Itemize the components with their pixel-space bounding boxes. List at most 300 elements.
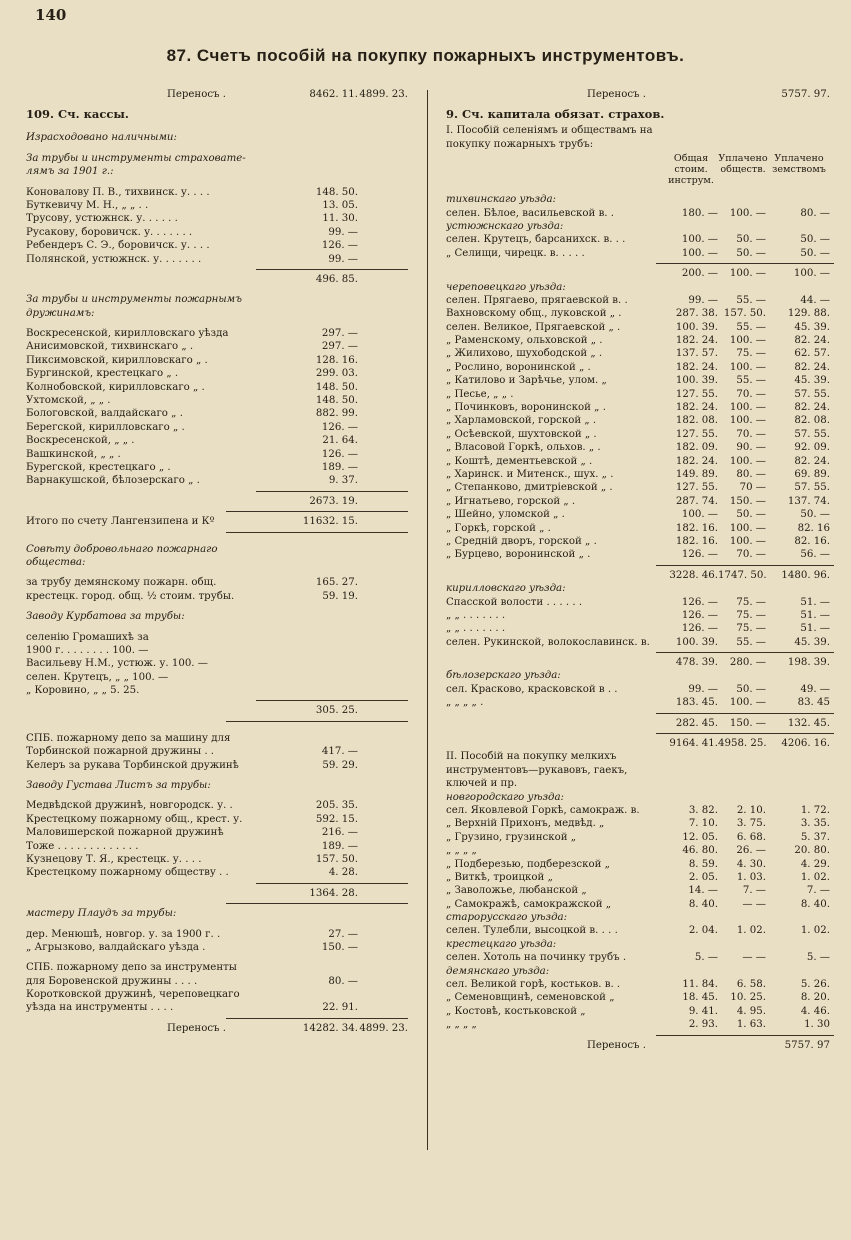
row-label: селен. Хотоль на починку трубъ . [446, 952, 627, 964]
amount-v3: 5. 37. [800, 831, 830, 843]
amount-v2: 157. 50. [723, 308, 766, 320]
ledger-row [26, 657, 408, 670]
amount-v1: 5. — [694, 952, 718, 964]
amount-v1: 100. — [681, 247, 718, 259]
amount-v1: 182. 09. [675, 442, 718, 454]
ledger-row [26, 273, 408, 286]
amount-v2: 75. — [736, 609, 766, 621]
row-label: „ Бурцево, воронинской „ . [446, 549, 591, 561]
ledger-row [446, 777, 834, 790]
amount-v1: 100. — [681, 509, 718, 521]
amount-v2: 80. — [736, 468, 766, 480]
amount-v1: 127. 55. [675, 388, 718, 400]
amount-v2: 50. — [736, 509, 766, 521]
ledger-row [26, 866, 408, 879]
amount-v2: 100. — [729, 697, 766, 709]
row-label: „ Селищи, чирецк. в. . . . . [446, 247, 585, 259]
amount-v1: 11. 30. [322, 213, 358, 225]
amount-v1: 126. — [321, 240, 358, 252]
ledger-row [446, 124, 834, 137]
amount-v2: 55. — [736, 294, 766, 306]
amount-v3: 4206. 16. [781, 738, 830, 750]
section-label [26, 131, 408, 144]
ledger-row [446, 696, 834, 709]
section-label [26, 779, 408, 792]
amount-v2: 100. — [729, 335, 766, 347]
amount-v1: 297. — [321, 328, 358, 340]
section-label [446, 220, 834, 233]
row-label: Маловишерской пожарной дружинѣ [26, 827, 224, 839]
amount-v3: 5757. 97. [781, 89, 830, 100]
rule-line [256, 269, 408, 270]
rule-line [256, 491, 408, 492]
row-label: „ Харламовской, горской „ . [446, 415, 597, 427]
ledger-row [446, 361, 834, 374]
amount-v1: 182. 24. [675, 361, 718, 373]
column-header: Уплачено обществ. [718, 153, 768, 176]
amount-v2: 70. — [736, 388, 766, 400]
row-label: За трубы и инструменты пожарнымъ [26, 294, 242, 306]
row-label: „ Катилово и Зарѣчье, улом. „ [446, 375, 607, 387]
amount-v1: 126. — [681, 609, 718, 621]
amount-v1: 189. — [321, 461, 358, 473]
row-label: „ Агрызково, валдайскаго уѣзда . [26, 941, 206, 953]
row-label: Бурегской, крестецкаго „ . [26, 461, 171, 473]
row-label: Крестецкому пожарному общ., крест. у. [26, 813, 243, 825]
amount-v1: 182. 16. [675, 535, 718, 547]
ledger-row [26, 732, 408, 745]
amount-v3: 69. 89. [794, 468, 830, 480]
row-label: Варнакушской, бѣлозерскаго „ . [26, 475, 200, 487]
ledger-row [26, 813, 408, 826]
row-label: Совѣту добровольнаго пожарнаго [26, 543, 218, 555]
ledger-row [446, 441, 834, 454]
amount-v1: 592. 15. [315, 813, 358, 825]
ledger-row [446, 871, 834, 884]
amount-v1: 21. 64. [322, 435, 358, 447]
amount-v3: 137. 74. [787, 495, 830, 507]
ledger-row [446, 334, 834, 347]
row-label: сел. Яковлевой Горкѣ, самокраж. в. [446, 804, 640, 816]
spacer [26, 320, 408, 327]
amount-v1: 9164. 41. [669, 738, 718, 750]
amount-v1: 126. — [321, 448, 358, 460]
amount-v3: 57. 55. [794, 482, 830, 494]
amount-v1: 126. — [681, 549, 718, 561]
ledger-row [446, 428, 834, 441]
amount-v3: 45. 39. [794, 636, 830, 648]
amount-v1: 99. — [688, 294, 718, 306]
carry-forward-row [446, 88, 834, 101]
ledger-row [26, 495, 408, 508]
row-label: 109. Сч. кассы. [26, 108, 129, 122]
amount-v2: 100. — [729, 268, 766, 280]
section-label [26, 165, 408, 178]
ledger-row [26, 239, 408, 252]
amount-v1: 165. 27. [315, 577, 358, 589]
ledger-row [26, 853, 408, 866]
amount-v1: 200. — [681, 268, 718, 280]
amount-v2: 55. — [736, 375, 766, 387]
ledger-row [446, 1005, 834, 1018]
spacer [26, 536, 408, 543]
ledger-row [26, 975, 408, 988]
amount-v3: 57. 55. [794, 388, 830, 400]
ledger-row [446, 737, 834, 750]
rule-line [226, 532, 408, 533]
row-label: уѣзда на инструменты . . . . [26, 1002, 174, 1014]
row-label: Коновалову П. В., тихвинск. у. . . . [26, 186, 210, 198]
section-label [26, 907, 408, 920]
amount-v1: 2. 04. [688, 925, 718, 937]
ledger-row [26, 799, 408, 812]
ledger-row [26, 759, 408, 772]
page-title: 87. Счетъ пособій на покупку пожарныхъ инструментовъ. [166, 46, 685, 65]
amount-v2: 100. — [729, 535, 766, 547]
ledger-row [446, 207, 834, 220]
ledger-row [446, 347, 834, 360]
amount-v3: 4. 46. [800, 1005, 830, 1017]
amount-v1: 189. — [321, 840, 358, 852]
ledger-row [26, 381, 408, 394]
ledger-row [446, 817, 834, 830]
ledger-row [26, 745, 408, 758]
amount-v3: 82. 24. [794, 335, 830, 347]
amount-v1: 478. 39. [675, 657, 718, 669]
amount-v1: 99. — [328, 253, 358, 265]
ledger-row [26, 576, 408, 589]
amount-v1: 1364. 28. [309, 887, 358, 899]
row-label: „ Верхній Прихонъ, медвѣд. „ [446, 818, 605, 830]
row-label: 9. Сч. капитала обязат. страхов. [446, 108, 665, 122]
ledger-row [446, 991, 834, 1004]
row-label: „ Самокражѣ, самокражской „ [446, 898, 612, 910]
row-label: „ Власовой Горкѣ, ольхов. „ . [446, 442, 601, 454]
ledger-row [26, 644, 408, 657]
ledger-row [26, 434, 408, 447]
ledger-row [446, 294, 834, 307]
amount-v1: 8. 59. [688, 858, 718, 870]
amount-v1: 182. 08. [675, 415, 718, 427]
amount-v3: 100. — [793, 268, 830, 280]
ledger-row [26, 448, 408, 461]
amount-v1: 182. 24. [675, 335, 718, 347]
ledger-row [26, 671, 408, 684]
amount-v2: 50. — [736, 234, 766, 246]
row-label: мастеру Плаудъ за трубы: [26, 908, 177, 920]
amount-v1: 127. 55. [675, 482, 718, 494]
amount-v2: 10. 25. [730, 992, 766, 1004]
spacer [446, 101, 834, 108]
ledger-row [446, 951, 834, 964]
ledger-row [26, 474, 408, 487]
page-number: 140 [35, 6, 67, 24]
column-divider [427, 90, 428, 1150]
rule-line [256, 700, 408, 701]
amount-v2: 150. — [729, 717, 766, 729]
ledger-row [446, 307, 834, 320]
ledger-row [26, 226, 408, 239]
row-label: демянскаго уѣзда: [446, 965, 550, 977]
row-label: Анисимовской, тихвинскаго „ . [26, 341, 194, 353]
amount-v1: 205. 35. [315, 800, 358, 812]
section-label [26, 307, 408, 320]
ledger-row [26, 253, 408, 266]
row-label: Русакову, боровичск. у. . . . . . . [26, 226, 193, 238]
spacer [26, 921, 408, 928]
row-label: Воскресенской, „ „ . [26, 435, 135, 447]
row-label: Ребендеръ С. Э., боровичск. у. . . . [26, 240, 210, 252]
row-label: Келеръ за рукава Торбинской дружинѣ [26, 759, 239, 771]
amount-v3: 3. 35. [800, 818, 830, 830]
amount-v1: 8. 40. [688, 898, 718, 910]
row-label: кирилловскаго уѣзда: [446, 583, 566, 595]
amount-v2: 4958. 25. [718, 738, 767, 750]
rule-line [656, 565, 834, 566]
ledger-row [446, 481, 834, 494]
row-label: „ Виткѣ, троицкой „ [446, 871, 553, 883]
amount-v2: 4. 30. [736, 858, 766, 870]
section-label [446, 669, 834, 682]
ledger-row [446, 750, 834, 763]
row-label: „ Игнатьево, горской „ . [446, 495, 576, 507]
amount-v3: 82. 24. [794, 361, 830, 373]
amount-v1: 148. 50. [315, 186, 358, 198]
section-label [446, 938, 834, 951]
amount-v3: 82. 08. [794, 415, 830, 427]
row-label: инструментовъ—рукавовъ, гаекъ, [446, 764, 628, 776]
row-label: Берегской, кирилловскаго „ . [26, 421, 185, 433]
ledger-row [26, 590, 408, 603]
ledger-row [446, 414, 834, 427]
ledger-row [446, 844, 834, 857]
row-label: селен. Тулебли, высоцкой в. . . . [446, 925, 618, 937]
spacer [26, 569, 408, 576]
ledger-row [446, 569, 834, 582]
amount-v1: 127. 55. [675, 428, 718, 440]
amount-v1: 14282. 34. [302, 1022, 358, 1034]
ledger-row [446, 321, 834, 334]
row-label: дер. Менюшѣ, новгор. у. за 1900 г. . [26, 928, 221, 940]
amount-v3: 50. — [800, 247, 830, 259]
section-label [26, 610, 408, 623]
section-label [446, 965, 834, 978]
amount-v2: 70 — [739, 482, 766, 494]
amount-v1: 216. — [321, 827, 358, 839]
row-label: „ Костовѣ, костьковской „ [446, 1005, 586, 1017]
rule-line [656, 652, 834, 653]
ledger-row [446, 247, 834, 260]
ledger-row [26, 840, 408, 853]
ledger-row [446, 233, 834, 246]
amount-v3: 56. — [800, 549, 830, 561]
spacer [26, 101, 408, 108]
row-label: Кузнецову Т. Я., крестецк. у. . . . [26, 853, 202, 865]
row-label: старорусскаго уѣзда: [446, 912, 568, 924]
row-label: селен. Прягаево, прягаевской в. . [446, 294, 628, 306]
amount-v2: 100. — [729, 402, 766, 414]
amount-v3: 44. — [800, 294, 830, 306]
row-label: За трубы и инструменты страховате- [26, 152, 246, 164]
rule-line [226, 721, 408, 722]
amount-v1: 99. — [688, 683, 718, 695]
section-label [446, 791, 834, 804]
amount-v2: 4. 95. [736, 1005, 766, 1017]
column-header: Уплачено земствомъ [772, 153, 826, 176]
ledger-row [446, 609, 834, 622]
ledger-row [446, 495, 834, 508]
ledger-row [26, 887, 408, 900]
section-label [446, 582, 834, 595]
ledger-row [26, 199, 408, 212]
row-label: селен. Бѣлое, васильевской в. . [446, 207, 615, 219]
amount-v2: 100. — [729, 361, 766, 373]
amount-v2: 1. 03. [736, 871, 766, 883]
amount-v2: — — [742, 952, 766, 964]
row-label: Воскресенской, кирилловскаго уѣзда [26, 328, 229, 340]
row-label: 1900 г. . . . . . . . 100. — [26, 644, 149, 656]
amount-v1: 182. 24. [675, 455, 718, 467]
amount-v1: 126. — [681, 596, 718, 608]
amount-v3: 1480. 96. [781, 569, 830, 581]
amount-v1: 182. 24. [675, 402, 718, 414]
amount-v3: 132. 45. [787, 717, 830, 729]
spacer [26, 624, 408, 631]
amount-v1: 27. — [328, 928, 358, 940]
amount-v2: 2. 10. [736, 804, 766, 816]
amount-v1: 180. — [681, 207, 718, 219]
ledger-row [26, 394, 408, 407]
amount-v2: 70. — [736, 428, 766, 440]
amount-v1: 14. — [688, 885, 718, 897]
amount-v3: 5. 26. [800, 979, 830, 991]
amount-v1: 150. — [321, 941, 358, 953]
amount-v3: 80. — [800, 207, 830, 219]
amount-v3: 50. — [800, 509, 830, 521]
ledger-row [26, 354, 408, 367]
amount-v3: 62. 57. [794, 348, 830, 360]
amount-v2: 50. — [736, 247, 766, 259]
ledger-row [446, 622, 834, 635]
amount-v1: 148. 50. [315, 381, 358, 393]
row-label: СПБ. пожарному депо за инструменты [26, 962, 237, 974]
section-label [446, 281, 834, 294]
amount-v1: 80. — [328, 975, 358, 987]
amount-v1: 149. 89. [675, 468, 718, 480]
spacer [26, 124, 408, 131]
ledger-row [446, 884, 834, 897]
amount-v1: 59. 19. [322, 590, 358, 602]
amount-v2: 26. — [736, 845, 766, 857]
row-label: „ Коштѣ, дементьевской „ . [446, 455, 593, 467]
ledger-row [446, 978, 834, 991]
row-label: Заводу Курбатова за трубы: [26, 611, 185, 623]
ledger-row [446, 138, 834, 151]
amount-v3: 20. 80. [794, 845, 830, 857]
row-label: Переносъ . [586, 1039, 646, 1051]
row-label: селен. Рукинской, волокославинск. в. [446, 636, 650, 648]
rule-line [226, 1018, 408, 1019]
amount-v1: 2. 05. [688, 871, 718, 883]
amount-v2: 75. — [736, 596, 766, 608]
rule-line [656, 733, 834, 734]
ledger-row [446, 267, 834, 280]
row-label: сел. Великой горѣ, костьков. в. . [446, 979, 621, 991]
carry-forward-row [26, 88, 408, 101]
amount-v1: 9. 41. [688, 1005, 718, 1017]
row-label: дружинамъ: [26, 307, 95, 319]
amount-v2: 6. 58. [736, 979, 766, 991]
spacer [26, 286, 408, 293]
amount-v3: 1. 30 [804, 1019, 830, 1031]
row-label: крестецкаго уѣзда: [446, 938, 557, 950]
amount-v1: 99. — [328, 226, 358, 238]
amount-v1: 299. 03. [315, 368, 358, 380]
amount-v1: 305. 25. [315, 705, 358, 717]
amount-v1: 287. 38. [675, 308, 718, 320]
amount-v2: 1. 02. [736, 925, 766, 937]
amount-v3: 57. 55. [794, 428, 830, 440]
amount-v1: 13. 05. [322, 199, 358, 211]
row-label: „ Заволожье, любанской „ [446, 885, 587, 897]
row-label: Бологовской, валдайскаго „ . [26, 408, 183, 420]
amount-v2: 50. — [736, 683, 766, 695]
amount-v1: 126. — [681, 623, 718, 635]
row-label: „ Раменскому, ольховской „ . [446, 335, 603, 347]
row-label: „ Семеновщинѣ, семеновской „ [446, 992, 615, 1004]
row-label: Бургинской, крестецкаго „ . [26, 368, 179, 380]
ledger-row [26, 928, 408, 941]
ledger-row [446, 596, 834, 609]
section-label [446, 911, 834, 924]
row-label: Тоже . . . . . . . . . . . . . [26, 840, 139, 852]
amount-v1: 126. — [321, 421, 358, 433]
amount-v1: 11. 84. [682, 979, 718, 991]
ledger-row [446, 717, 834, 730]
row-label: для Боровенской дружины . . . . [26, 975, 198, 987]
amount-v3: 198. 39. [787, 657, 830, 669]
row-label: „ Рослино, воронинской „ . [446, 361, 591, 373]
row-label: „ Жилихово, шухободской „ . [446, 348, 603, 360]
row-label: „ „ „ „ . [446, 697, 484, 709]
ledger-row [446, 401, 834, 414]
amount-v1: 3228. 46. [669, 569, 718, 581]
row-label: „ Средній дворъ, горской „ . [446, 535, 597, 547]
ledger-row [446, 374, 834, 387]
amount-v2: 100. — [729, 415, 766, 427]
row-label: за трубу демянскому пожарн. общ. [26, 577, 217, 589]
row-label: Переносъ . [166, 89, 226, 100]
amount-v1: 157. 50. [315, 853, 358, 865]
ledger-row [446, 535, 834, 548]
amount-v2: 7. — [742, 885, 766, 897]
row-label: череповецкаго уѣзда: [446, 281, 566, 293]
row-label: лямъ за 1901 г.: [26, 166, 114, 178]
amount-v1: 100. 39. [675, 375, 718, 387]
rule-line [656, 713, 834, 714]
amount-v2: 100. — [729, 207, 766, 219]
amount-v3: 83. 45 [797, 697, 830, 709]
section-heading [446, 108, 834, 124]
amount-v3: 5757. 97 [784, 1039, 830, 1051]
row-label: „ Грузино, грузинской „ [446, 831, 577, 843]
row-label: селенію Громашихѣ за [26, 631, 149, 643]
row-label: Вашкинской, „ „ . [26, 448, 121, 460]
spacer [26, 792, 408, 799]
amount-v1: 7. 10. [688, 818, 718, 830]
amount-v1: 417. — [321, 746, 358, 758]
amount-v2: 100. — [729, 522, 766, 534]
